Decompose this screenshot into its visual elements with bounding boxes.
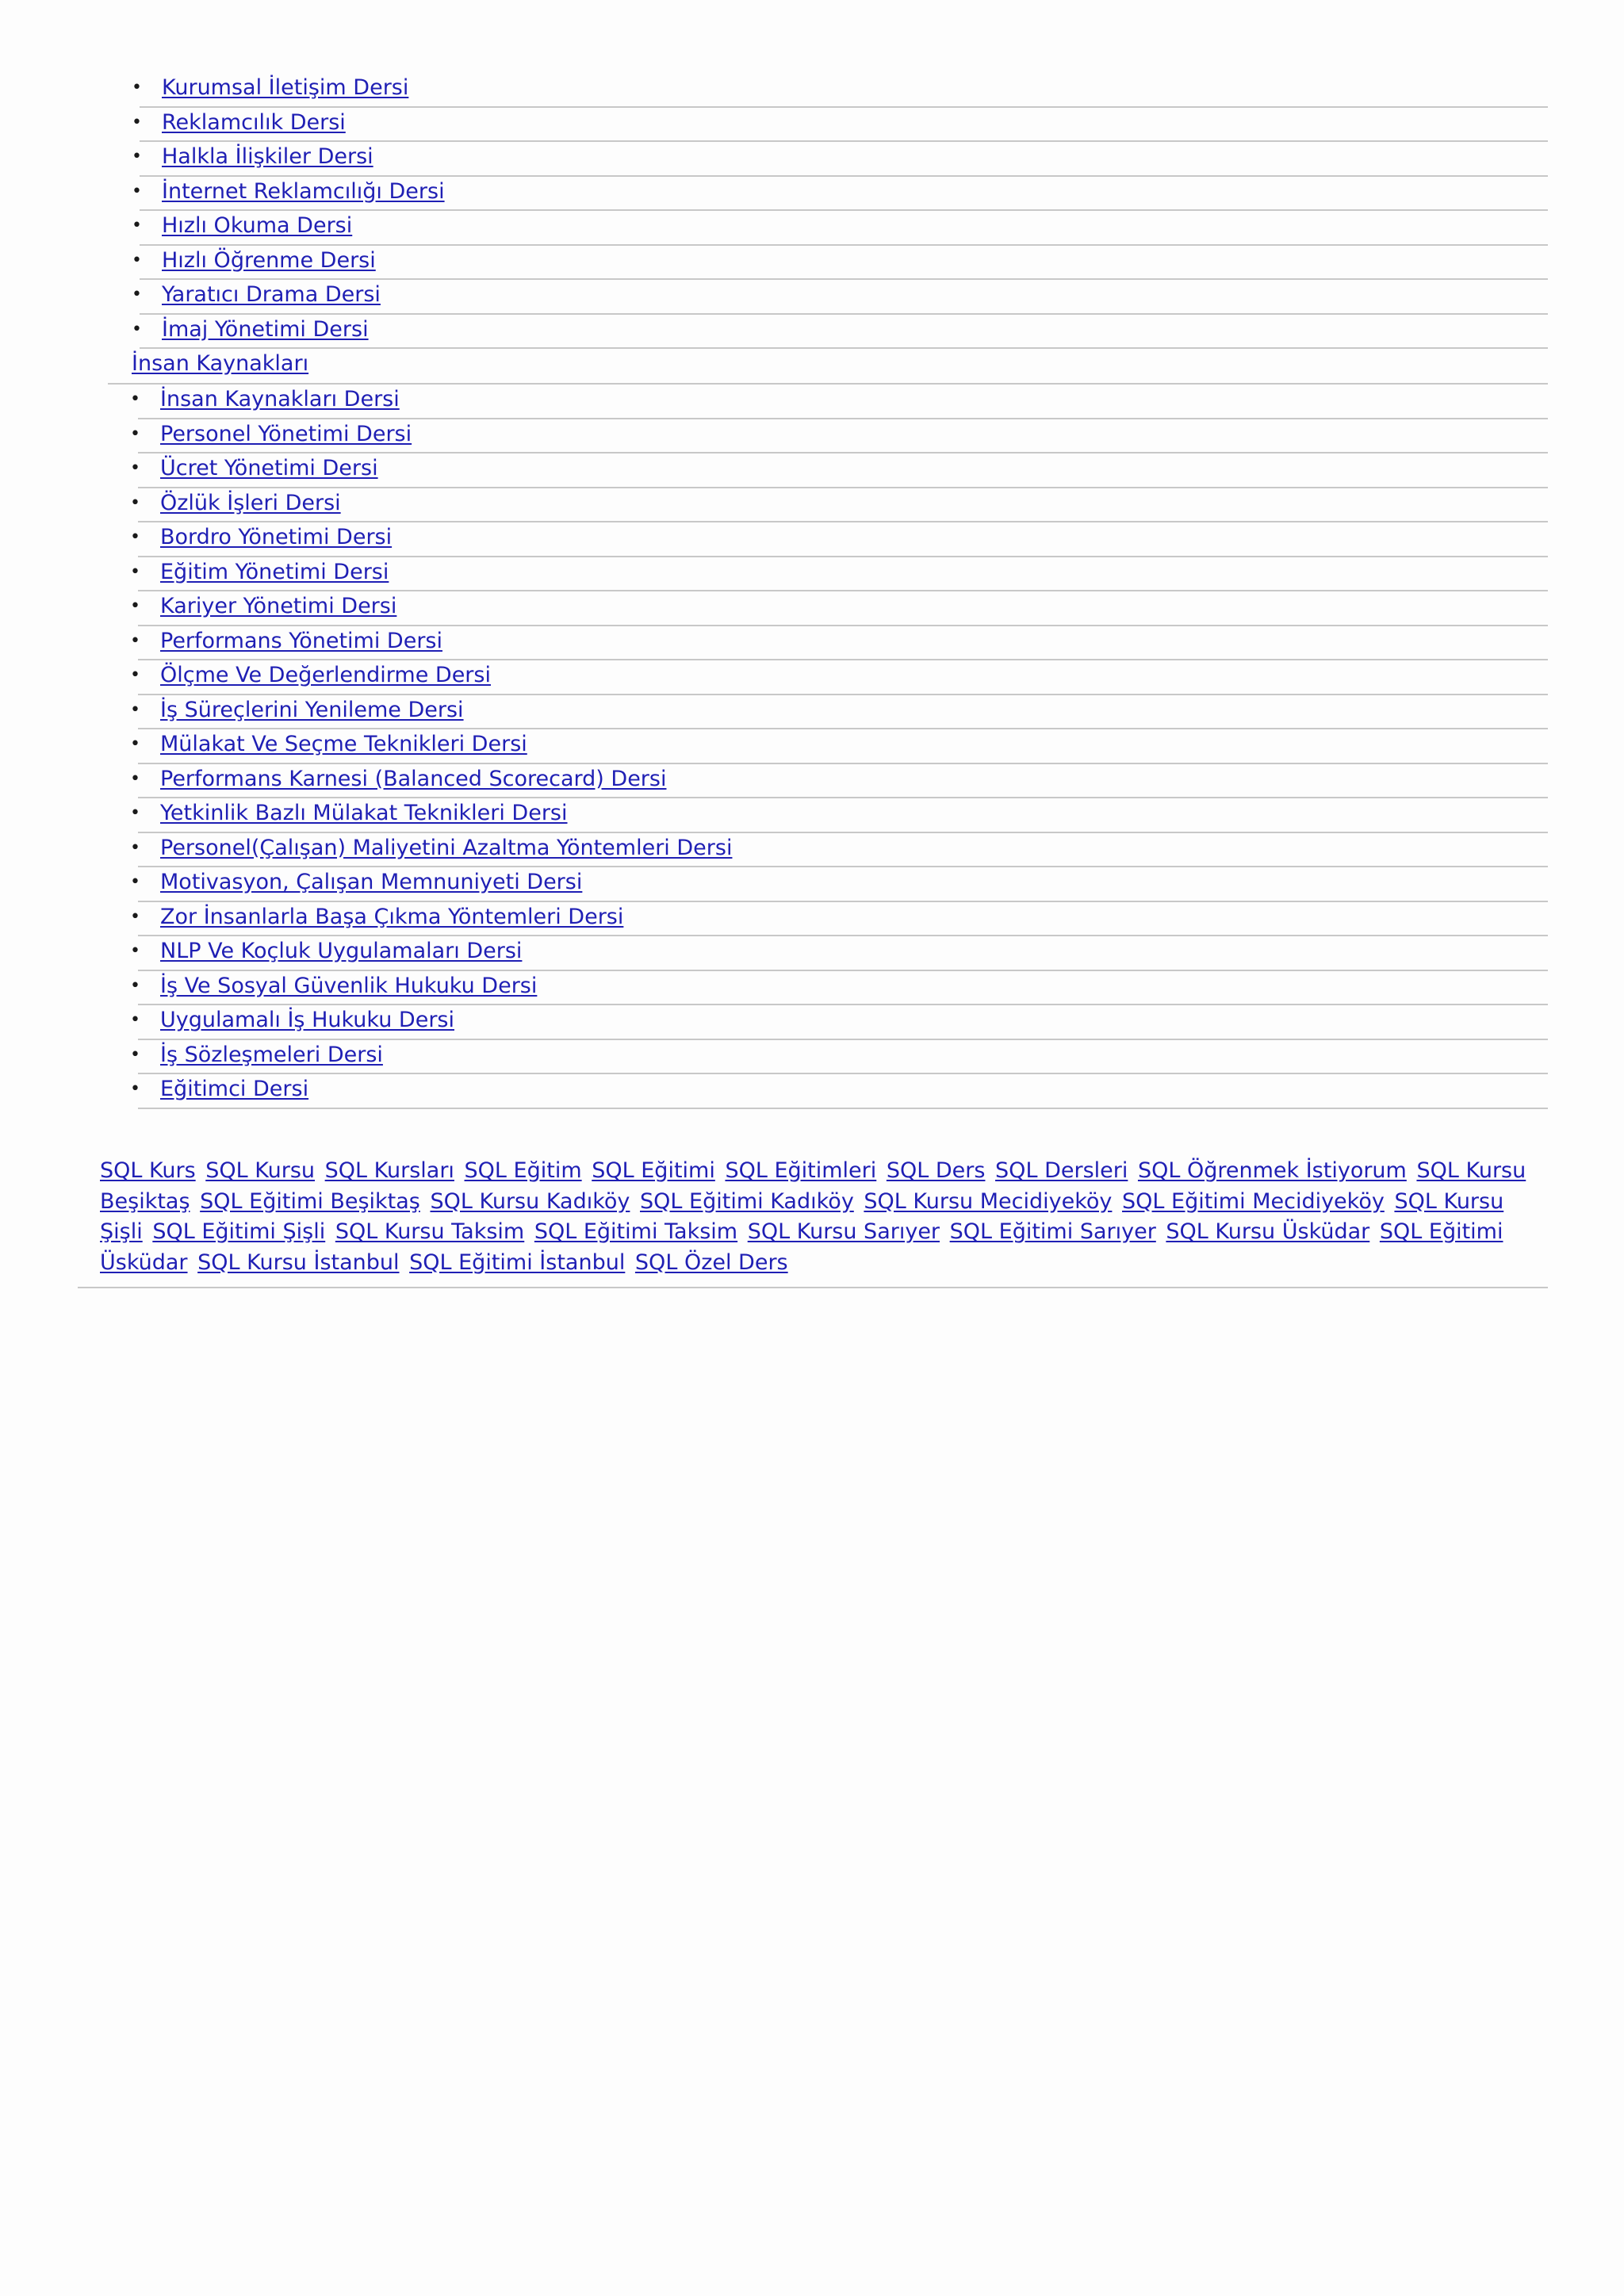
list-item: [132, 211, 1548, 246]
bullet-icon: •: [130, 665, 140, 685]
list-item: [130, 626, 1548, 661]
bullet-icon: •: [132, 250, 142, 270]
bullet-icon: •: [130, 596, 140, 616]
bullet-icon: •: [130, 423, 140, 444]
course-link[interactable]: İnsan Kaynakları Dersi: [160, 387, 400, 411]
list-item: [132, 315, 1548, 350]
course-link[interactable]: Eğitim Yönetimi Dersi: [160, 559, 389, 584]
course-link[interactable]: Halkla İlişkiler Dersi: [162, 144, 373, 169]
course-link[interactable]: Uygulamalı İş Hukuku Dersi: [160, 1008, 454, 1032]
bullet-icon: •: [130, 1044, 140, 1065]
bullet-icon: •: [132, 181, 142, 201]
bullet-icon: •: [130, 941, 140, 961]
bullet-icon: •: [132, 147, 142, 166]
tag-link[interactable]: SQL Dersleri: [995, 1158, 1128, 1183]
bullet-icon: •: [132, 285, 142, 304]
category-row: [108, 349, 1548, 385]
list-item: [132, 73, 1548, 108]
list-item: [130, 729, 1548, 764]
tag-link[interactable]: SQL Eğitimi: [592, 1158, 715, 1183]
list-item: [130, 419, 1548, 454]
bullet-icon: •: [130, 699, 140, 720]
bullet-icon: •: [130, 389, 140, 409]
tag-link[interactable]: SQL Kurs: [100, 1158, 196, 1183]
tag-link[interactable]: SQL Özel Ders: [634, 1249, 788, 1275]
list-item: [130, 453, 1548, 488]
list-item: [130, 660, 1548, 695]
bullet-icon: •: [130, 458, 140, 478]
course-link[interactable]: Bordro Yönetimi Dersi: [160, 525, 393, 549]
bullet-icon: •: [130, 837, 140, 858]
tag-link[interactable]: SQL Eğitimi İstanbul: [409, 1249, 626, 1275]
list-item: [130, 591, 1548, 626]
list-item: [132, 280, 1548, 315]
bullet-icon: •: [130, 527, 140, 547]
bullet-icon: •: [130, 734, 140, 754]
list-item: [132, 177, 1548, 212]
bullet-icon: •: [130, 906, 140, 927]
course-link[interactable]: Performans Yönetimi Dersi: [160, 628, 442, 653]
bullet-icon: •: [130, 975, 140, 996]
list-item: [130, 1005, 1548, 1040]
bullet-icon: •: [130, 768, 140, 789]
tag-link[interactable]: SQL Eğitimi Şişli: [152, 1219, 326, 1244]
course-link[interactable]: Yetkinlik Bazlı Mülakat Teknikleri Dersi: [160, 801, 568, 825]
bullet-icon: •: [130, 1079, 140, 1099]
list-item: [130, 1074, 1548, 1109]
tag-link[interactable]: SQL Ders: [886, 1158, 986, 1183]
bullet-icon: •: [132, 78, 142, 98]
list-item: [130, 1040, 1548, 1075]
tag-link[interactable]: SQL Kursu: [205, 1158, 316, 1183]
bullet-icon: •: [130, 872, 140, 892]
course-link[interactable]: NLP Ve Koçluk Uygulamaları Dersi: [160, 939, 523, 963]
list-item: [130, 971, 1548, 1006]
tag-link[interactable]: SQL Kursu Üsküdar: [1166, 1219, 1370, 1244]
course-link[interactable]: Yaratıcı Drama Dersi: [162, 282, 381, 307]
course-link[interactable]: Personel(Çalışan) Maliyetini Azaltma Yöntemleri Dersi: [160, 835, 733, 860]
course-link[interactable]: Mülakat Ve Seçme Teknikleri Dersi: [160, 732, 527, 756]
course-link[interactable]: Reklamcılık Dersi: [162, 109, 346, 135]
course-link[interactable]: İş Süreçlerini Yenileme Dersi: [160, 697, 464, 722]
bullet-icon: •: [132, 319, 142, 339]
tag-link[interactable]: SQL Kursu Mecidiyeköy: [864, 1188, 1113, 1214]
course-link[interactable]: Eğitimci Dersi: [160, 1077, 309, 1101]
tag-link[interactable]: SQL Eğitimi Taksim: [534, 1219, 738, 1244]
course-link[interactable]: Ücret Yönetimi Dersi: [160, 456, 378, 480]
category-link[interactable]: İnsan Kaynakları: [132, 351, 309, 376]
course-link[interactable]: Ölçme Ve Değerlendirme Dersi: [160, 663, 491, 687]
bullet-icon: •: [130, 1010, 140, 1030]
course-link[interactable]: İmaj Yönetimi Dersi: [162, 316, 369, 342]
course-link[interactable]: Zor İnsanlarla Başa Çıkma Yöntemleri Dersi: [160, 904, 624, 929]
bullet-icon: •: [132, 112, 142, 132]
tag-link[interactable]: SQL Kursu İstanbul: [197, 1249, 400, 1275]
tag-link[interactable]: SQL Kursları: [324, 1158, 454, 1183]
list-item: [130, 936, 1548, 971]
course-link[interactable]: Hızlı Öğrenme Dersi: [162, 247, 376, 273]
tag-link[interactable]: SQL Kursu Taksim: [335, 1219, 525, 1244]
tag-link[interactable]: SQL Eğitimi Sarıyer: [949, 1219, 1156, 1244]
list-item: [130, 385, 1548, 419]
course-link[interactable]: Personel Yönetimi Dersi: [160, 421, 412, 446]
bullet-icon: •: [130, 561, 140, 582]
tag-link[interactable]: SQL Eğitimi Beşiktaş: [200, 1188, 420, 1214]
tag-link[interactable]: SQL Kursu Sarıyer: [747, 1219, 940, 1244]
list-item: [130, 695, 1548, 730]
bullet-icon: •: [130, 630, 140, 651]
tag-links: [100, 1156, 1527, 1278]
tag-link[interactable]: SQL Kursu Şişli: [100, 1188, 1504, 1244]
course-link[interactable]: Hızlı Okuma Dersi: [162, 213, 353, 238]
list-item: [130, 833, 1548, 868]
list-item: [130, 557, 1548, 592]
list-item: [130, 764, 1548, 799]
course-link[interactable]: Motivasyon, Çalışan Memnuniyeti Dersi: [160, 870, 583, 894]
tag-link[interactable]: SQL Eğitim: [464, 1158, 582, 1183]
course-link[interactable]: Kariyer Yönetimi Dersi: [160, 594, 397, 618]
list-item: [130, 488, 1548, 523]
list-item: [132, 246, 1548, 281]
list-item: [130, 522, 1548, 557]
list-item: [130, 902, 1548, 937]
course-link[interactable]: İş Sözleşmeleri Dersi: [160, 1042, 383, 1067]
tag-link[interactable]: SQL Kursu Kadıköy: [430, 1188, 630, 1214]
list-item: [132, 108, 1548, 143]
course-link[interactable]: İnternet Reklamcılığı Dersi: [162, 178, 445, 204]
course-link[interactable]: Performans Karnesi (Balanced Scorecard) Dersi: [160, 766, 667, 791]
bullet-icon: •: [130, 803, 140, 823]
tag-link[interactable]: SQL Eğitimleri: [725, 1158, 877, 1183]
course-link[interactable]: İş Ve Sosyal Güvenlik Hukuku Dersi: [160, 973, 538, 998]
bottom-divider: [78, 1287, 1548, 1288]
course-list: [0, 73, 1624, 1109]
list-item: [130, 867, 1548, 902]
course-link[interactable]: Özlük İşleri Dersi: [160, 490, 341, 515]
tag-link[interactable]: SQL Eğitimi Üsküdar: [100, 1219, 1503, 1275]
bullet-icon: •: [130, 492, 140, 513]
tag-link[interactable]: SQL Öğrenmek İstiyorum: [1137, 1158, 1407, 1183]
course-link[interactable]: Kurumsal İletişim Dersi: [162, 75, 409, 100]
tag-link[interactable]: SQL Kursu Beşiktaş: [100, 1158, 1526, 1214]
tag-link[interactable]: SQL Eğitimi Mecidiyeköy: [1122, 1188, 1385, 1214]
bullet-icon: •: [132, 216, 142, 235]
tag-link[interactable]: SQL Eğitimi Kadıköy: [640, 1188, 854, 1214]
list-item: [130, 798, 1548, 833]
list-item: [132, 142, 1548, 177]
